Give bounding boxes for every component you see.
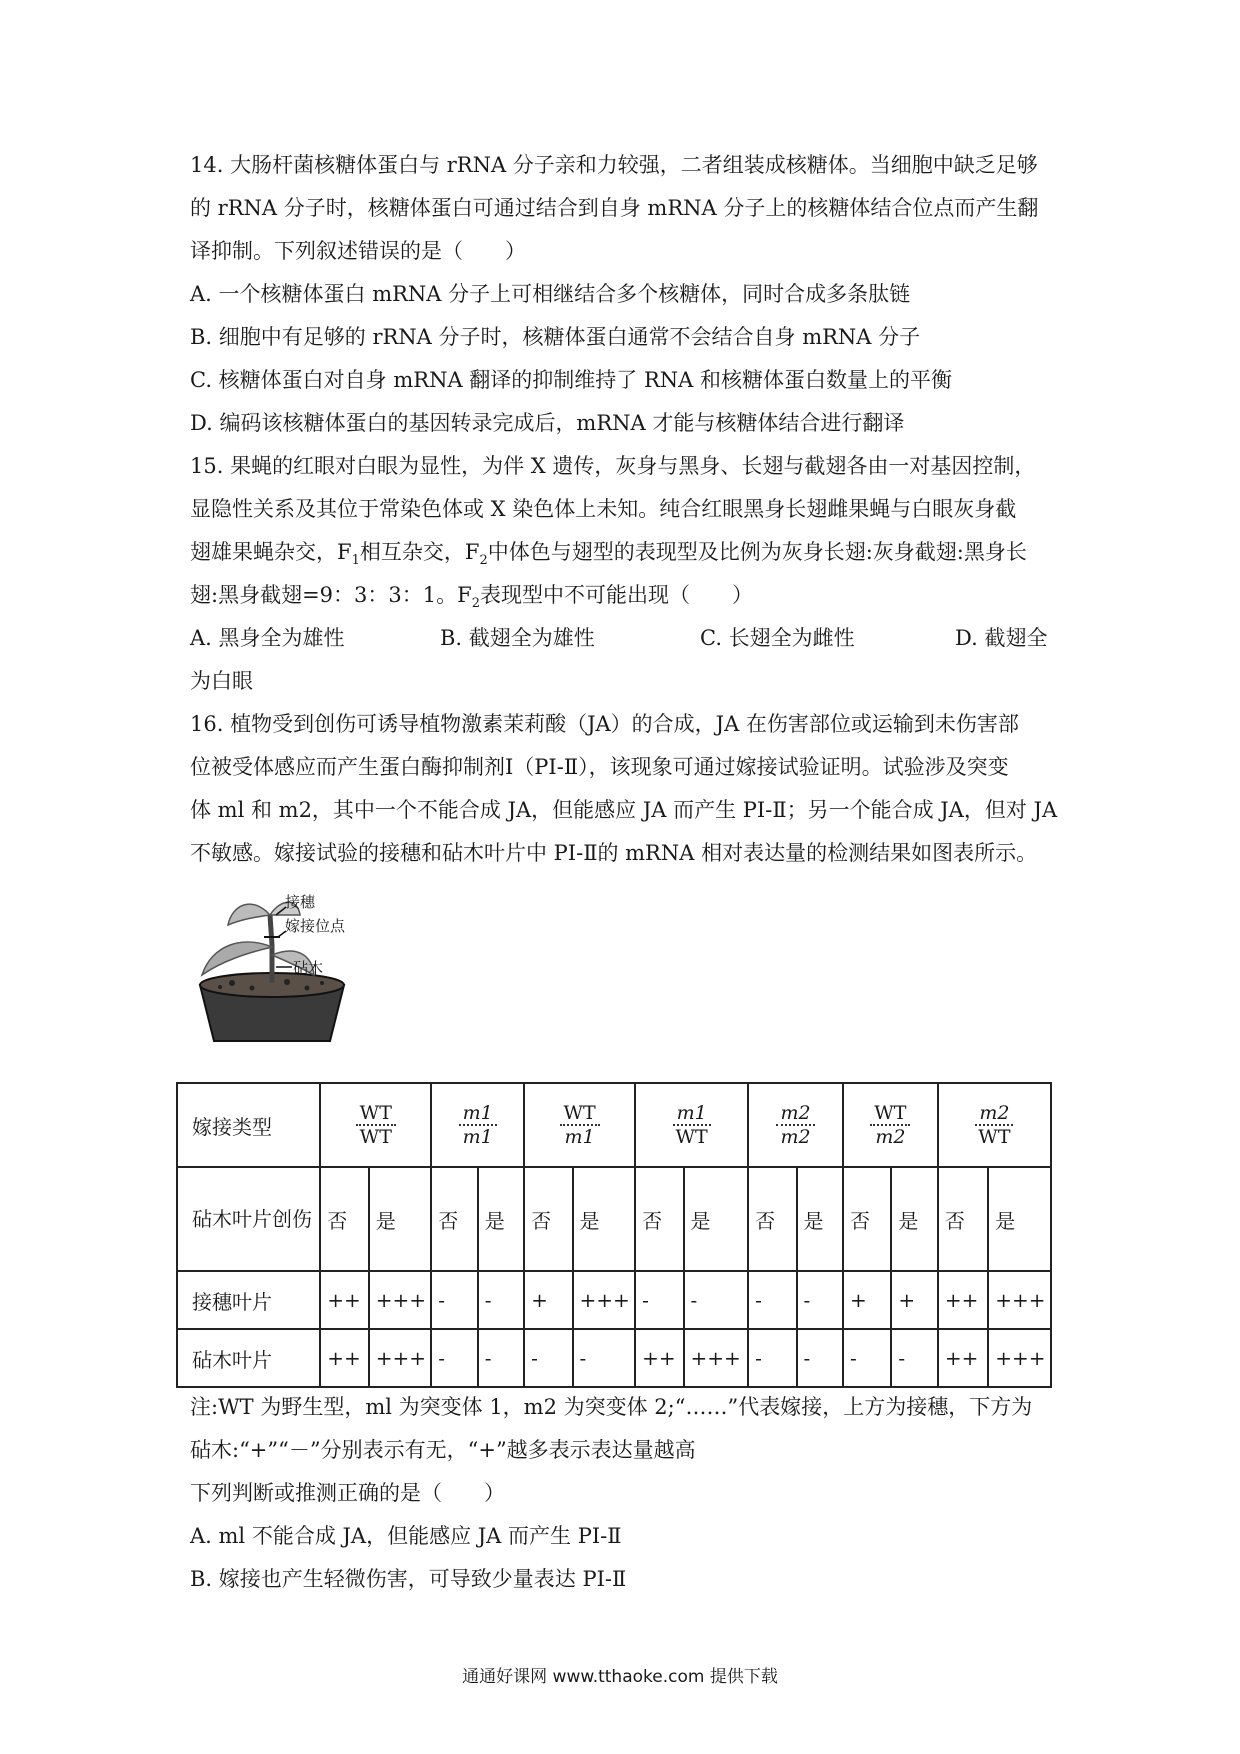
wound-cell: 是 — [478, 1167, 524, 1271]
q16-line-1: 16. 植物受到创伤可诱导植物激素茉莉酸（JA）的合成，JA 在伤害部位或运输到未伤害部 — [190, 712, 1019, 736]
scion-cell: - — [748, 1271, 796, 1329]
scion-cell: - — [478, 1271, 524, 1329]
graft-type-cell: m2 m2 — [748, 1083, 843, 1167]
wound-cell: 是 — [988, 1167, 1051, 1271]
header-rootstock-leaf: 砧木叶片 — [177, 1329, 320, 1387]
rootstock-cell: - — [891, 1329, 937, 1387]
page-footer: 通通好课网 www.tthaoke.com 提供下载 — [462, 1667, 778, 1687]
wound-cell: 否 — [748, 1167, 796, 1271]
table-note-2: 砧木:“+”“－”分别表示有无，“+”越多表示表达量越高 — [190, 1438, 696, 1462]
q14-option-c: C. 核糖体蛋白对自身 mRNA 翻译的抑制维持了 RNA 和核糖体蛋白数量上的平衡 — [190, 368, 952, 392]
wound-cell: 是 — [684, 1167, 749, 1271]
rootstock-cell: ++ — [635, 1329, 683, 1387]
q14-line-1: 14. 大肠杆菌核糖体蛋白与 rRNA 分子亲和力较强，二者组装成核糖体。当细胞中缺乏足够 — [190, 153, 1038, 177]
q16-option-a: A. ml 不能合成 JA，但能感应 JA 而产生 PI-Ⅱ — [190, 1524, 622, 1548]
rootstock-cell: ++ — [320, 1329, 368, 1387]
table-row-rootstock — [177, 1329, 1051, 1387]
header-graft-type: 嫁接类型 — [177, 1083, 320, 1167]
rootstock-cell: - — [573, 1329, 636, 1387]
scion-cell: +++ — [573, 1271, 636, 1329]
q14-line-3: 译抑制。下列叙述错误的是（ ） — [190, 239, 526, 263]
graft-type-cell: m1 WT — [635, 1083, 748, 1167]
scion-cell: - — [797, 1271, 843, 1329]
q16-option-b: B. 嫁接也产生轻微伤害，可导致少量表达 PI-Ⅱ — [190, 1567, 627, 1591]
header-scion-leaf: 接穗叶片 — [177, 1271, 320, 1329]
wound-cell: 是 — [797, 1167, 843, 1271]
q16-stem: 下列判断或推测正确的是（ ） — [190, 1481, 505, 1505]
scion-cell: +++ — [369, 1271, 432, 1329]
header-wound: 砧木叶片创伤 — [177, 1167, 320, 1271]
rootstock-cell: - — [478, 1329, 524, 1387]
rootstock-cell: - — [797, 1329, 843, 1387]
label-rootstock: 砧木 — [293, 959, 324, 977]
graft-type-cell: WT m2 — [843, 1083, 938, 1167]
graft-type-cell: m2 WT — [938, 1083, 1051, 1167]
wound-cell: 否 — [524, 1167, 572, 1271]
wound-cell: 否 — [938, 1167, 988, 1271]
q15-line-1: 15. 果蝇的红眼对白眼为显性，为伴 X 遗传，灰身与黑身、长翅与截翅各由一对基因控制， — [190, 454, 1036, 478]
q14-option-d: D. 编码该核糖体蛋白的基因转录完成后，mRNA 才能与核糖体结合进行翻译 — [190, 411, 905, 435]
q15-option-c: C. 长翅全为雌性 — [700, 626, 855, 650]
q15-option-d: D. 截翅全 — [955, 626, 1048, 650]
scion-cell: +++ — [988, 1271, 1051, 1329]
wound-cell: 是 — [891, 1167, 937, 1271]
scion-cell: ++ — [320, 1271, 368, 1329]
grafting-results-table — [176, 1082, 1052, 1388]
label-graft-site: 嫁接位点 — [285, 917, 346, 935]
q14-option-a: A. 一个核糖体蛋白 mRNA 分子上可相继结合多个核糖体，同时合成多条肽链 — [190, 282, 911, 306]
scion-cell: ++ — [938, 1271, 988, 1329]
scion-cell: + — [891, 1271, 937, 1329]
table-row-scion — [177, 1271, 1051, 1329]
plant-drawing — [192, 885, 352, 1045]
rootstock-cell: - — [524, 1329, 572, 1387]
scion-cell: - — [635, 1271, 683, 1329]
rootstock-cell: ++ — [938, 1329, 988, 1387]
q15-line-3: 翅雄果蝇杂交，$F_1$相互杂交，$F_2$中体色与翅型的表现型及比例为灰身长翅:灰身截翅:黑身长 — [190, 540, 1027, 569]
q14-option-b: B. 细胞中有足够的 rRNA 分子时，核糖体蛋白通常不会结合自身 mRNA 分子 — [190, 325, 921, 349]
q16-line-2: 位被受体感应而产生蛋白酶抑制剂Ⅰ（PI-Ⅱ），该现象可通过嫁接试验证明。试验涉及突变 — [190, 755, 1009, 779]
table-note-1: 注:WT 为野生型，ml 为突变体 1，m2 为突变体 2;“……”代表嫁接，上方为接穗，下方为 — [190, 1395, 1033, 1419]
graft-type-cell: WT m1 — [524, 1083, 635, 1167]
wound-cell: 否 — [635, 1167, 683, 1271]
scion-cell: - — [431, 1271, 477, 1329]
rootstock-cell: +++ — [684, 1329, 749, 1387]
rootstock-cell: - — [748, 1329, 796, 1387]
scion-cell: - — [684, 1271, 749, 1329]
scion-cell: + — [524, 1271, 572, 1329]
q14-line-2: 的 rRNA 分子时，核糖体蛋白可通过结合到自身 mRNA 分子上的核糖体结合位点而产生翻 — [190, 196, 1039, 220]
graft-type-cell: WT WT — [320, 1083, 431, 1167]
grafted-plant-figure — [192, 885, 352, 1045]
graft-type-cell: m1 m1 — [431, 1083, 524, 1167]
wound-cell: 否 — [843, 1167, 891, 1271]
q15-line-4: 翅:黑身截翅=9：3：3：1。$F_2$表现型中不可能出现（ ） — [190, 583, 753, 612]
q15-option-a: A. 黑身全为雄性 — [190, 626, 345, 650]
q15-option-d-tail: 为白眼 — [190, 669, 253, 693]
table-row-graft-type — [177, 1083, 1051, 1167]
rootstock-cell: - — [431, 1329, 477, 1387]
wound-cell: 否 — [320, 1167, 368, 1271]
table-row-wound — [177, 1167, 1051, 1271]
label-scion: 接穗 — [285, 893, 316, 911]
rootstock-cell: - — [843, 1329, 891, 1387]
wound-cell: 是 — [573, 1167, 636, 1271]
q15-option-b: B. 截翅全为雄性 — [440, 626, 595, 650]
scion-cell: + — [843, 1271, 891, 1329]
q16-line-3: 体 ml 和 m2，其中一个不能合成 JA，但能感应 JA 而产生 PI-Ⅱ；另一个能合成 JA，但对 JA — [190, 798, 1058, 822]
wound-cell: 否 — [431, 1167, 477, 1271]
rootstock-cell: +++ — [988, 1329, 1051, 1387]
q15-line-2: 显隐性关系及其位于常染色体或 X 染色体上未知。纯合红眼黑身长翅雌果蝇与白眼灰身截 — [190, 497, 1017, 521]
rootstock-cell: +++ — [369, 1329, 432, 1387]
q16-line-4: 不敏感。嫁接试验的接穗和砧木叶片中 PI-Ⅱ的 mRNA 相对表达量的检测结果如图表所示。 — [190, 841, 1038, 865]
wound-cell: 是 — [369, 1167, 432, 1271]
